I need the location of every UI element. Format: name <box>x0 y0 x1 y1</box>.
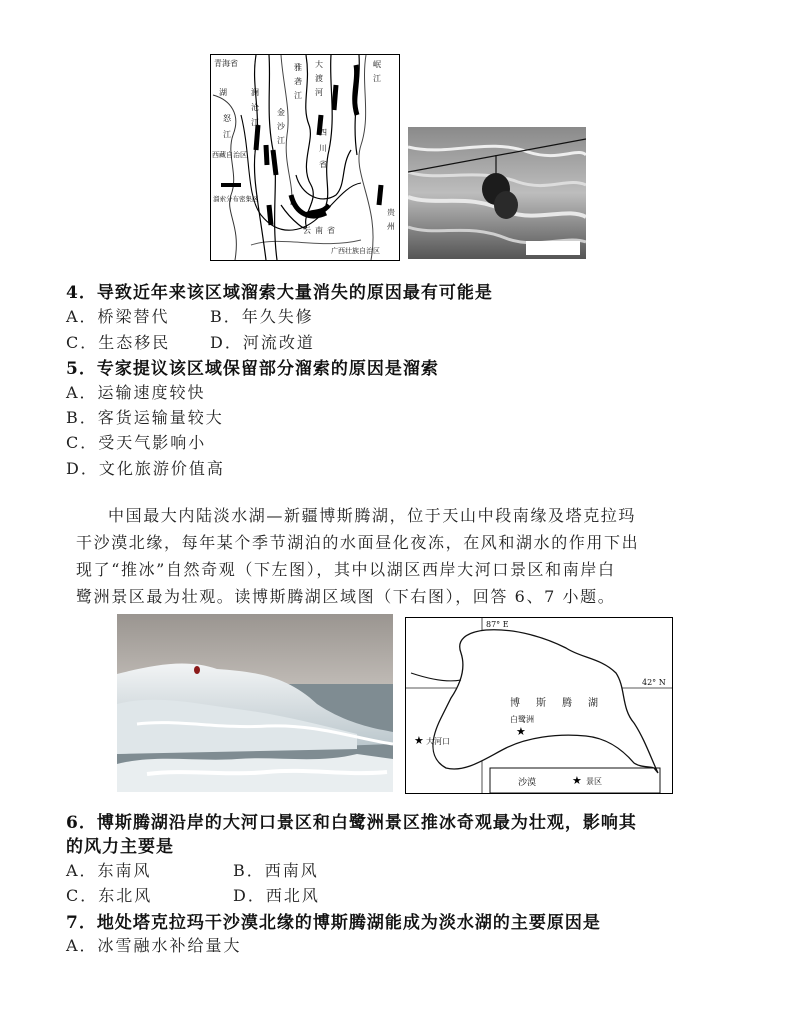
bailuzhou-star-icon: ★ <box>516 725 526 738</box>
q4-option-a: A．桥梁替代 <box>66 307 170 326</box>
q7-stem: 7．地处塔克拉玛干沙漠北缘的博斯腾湖能成为淡水湖的主要原因是 <box>66 913 601 933</box>
river-map-figure <box>210 54 400 261</box>
scenic-label: 景区 <box>586 777 602 786</box>
latitude-label: 42° N <box>642 678 666 687</box>
map1-label: 贵 <box>387 208 395 217</box>
map1-label: 省 <box>327 226 335 235</box>
q5-option-a: A．运输速度较快 <box>66 383 206 402</box>
q5-option-d: D．文化旅游价值高 <box>66 459 225 478</box>
map1-label: 大 <box>315 60 323 69</box>
q4-option-d: D．河流改道 <box>210 333 315 352</box>
ropeway-photo-svg <box>408 127 586 259</box>
q6-option-d: D．西北风 <box>233 886 320 905</box>
map1-label: 河 <box>315 88 323 97</box>
passage-line: 现了“推冰”自然奇观（下左图），其中以湖区西岸大河口景区和南岸白 <box>76 560 616 579</box>
passage-line: 中国最大内陆淡水湖—新疆博斯腾湖，位于天山中段南缘及塔克拉玛 <box>108 506 637 525</box>
map1-label: 青海省 <box>214 59 238 68</box>
push-ice-photo <box>117 614 393 792</box>
map1-label: 砻 <box>294 77 302 86</box>
lake-label-char: 湖 <box>588 698 598 709</box>
lake-label-char: 腾 <box>562 698 572 709</box>
map1-label: 雅 <box>294 63 302 72</box>
bailuzhou-label: 白鹭洲 <box>510 715 534 724</box>
map1-label: 江 <box>294 91 302 100</box>
map1-label: 江 <box>277 136 285 145</box>
map1-label: 州 <box>387 222 395 231</box>
dahekou-label: 大河口 <box>426 737 450 746</box>
map1-label: 云 <box>303 226 311 235</box>
passage-line: 鹭洲景区最为壮观。读博斯腾湖区域图（下右图），回答 6、7 小题。 <box>76 587 616 606</box>
bosten-lake-map-svg <box>406 618 672 793</box>
map1-label: 岷 <box>373 60 381 69</box>
map1-label: 川 <box>319 144 327 153</box>
map1-legend-label: 溜索分布密集区 <box>213 195 259 203</box>
longitude-label: 87° E <box>486 620 509 629</box>
map1-label: 江 <box>223 130 231 139</box>
map1-label: 渡 <box>315 74 323 83</box>
map1-label: 四 <box>319 128 327 137</box>
q6-option-a: A．东南风 <box>66 861 152 880</box>
map1-label: 江 <box>251 118 259 127</box>
map1-label: 澜 <box>251 88 259 97</box>
passage-line: 干沙漠北缘，每年某个季节湖泊的水面昼化夜冻，在风和湖水的作用下出 <box>76 533 640 552</box>
q4-option-c: C．生态移民 <box>66 333 171 352</box>
map1-label: 西藏自治区 <box>212 151 247 159</box>
map1-label: 金 <box>277 108 285 117</box>
lake-label-char: 博 <box>510 698 520 709</box>
push-ice-photo-svg <box>117 614 393 792</box>
map1-label: 湖 <box>219 88 227 97</box>
q5-option-c: C．受天气影响小 <box>66 433 207 452</box>
map1-label: 沧 <box>251 103 259 112</box>
map1-label: 沙 <box>277 122 285 131</box>
map1-label: 怒 <box>223 114 231 123</box>
map1-label: 广西壮族自治区 <box>331 247 380 255</box>
q4-option-b: B．年久失修 <box>210 307 314 326</box>
dahekou-star-icon: ★ <box>414 734 424 747</box>
q5-stem: 5．专家提议该区域保留部分溜索的原因是溜索 <box>66 359 439 379</box>
q4-stem: 4．导致近年来该区域溜索大量消失的原因最有可能是 <box>66 283 493 303</box>
map1-label: 江 <box>373 74 381 83</box>
ropeway-photo <box>408 127 586 259</box>
q6-option-b: B．西南风 <box>233 861 319 880</box>
q5-option-b: B．客货运输量较大 <box>66 408 224 427</box>
lake-label-char: 斯 <box>536 698 546 709</box>
bosten-lake-map <box>405 617 673 794</box>
passage <box>76 502 639 610</box>
river-map-svg <box>211 55 399 260</box>
q6-option-c: C．东北风 <box>66 886 153 905</box>
q6-stem-line1: 6．博斯腾湖沿岸的大河口景区和白鹭洲景区推冰奇观最为壮观，影响其 <box>66 813 637 833</box>
scenic-star-icon: ★ <box>572 774 582 787</box>
map1-label: 省 <box>319 160 327 169</box>
q6-stem-line2: 的风力主要是 <box>66 837 174 857</box>
desert-label: 沙漠 <box>518 778 537 788</box>
map1-label: 南 <box>315 226 323 235</box>
q7-option-a: A．冰雪融水补给量大 <box>66 936 242 955</box>
